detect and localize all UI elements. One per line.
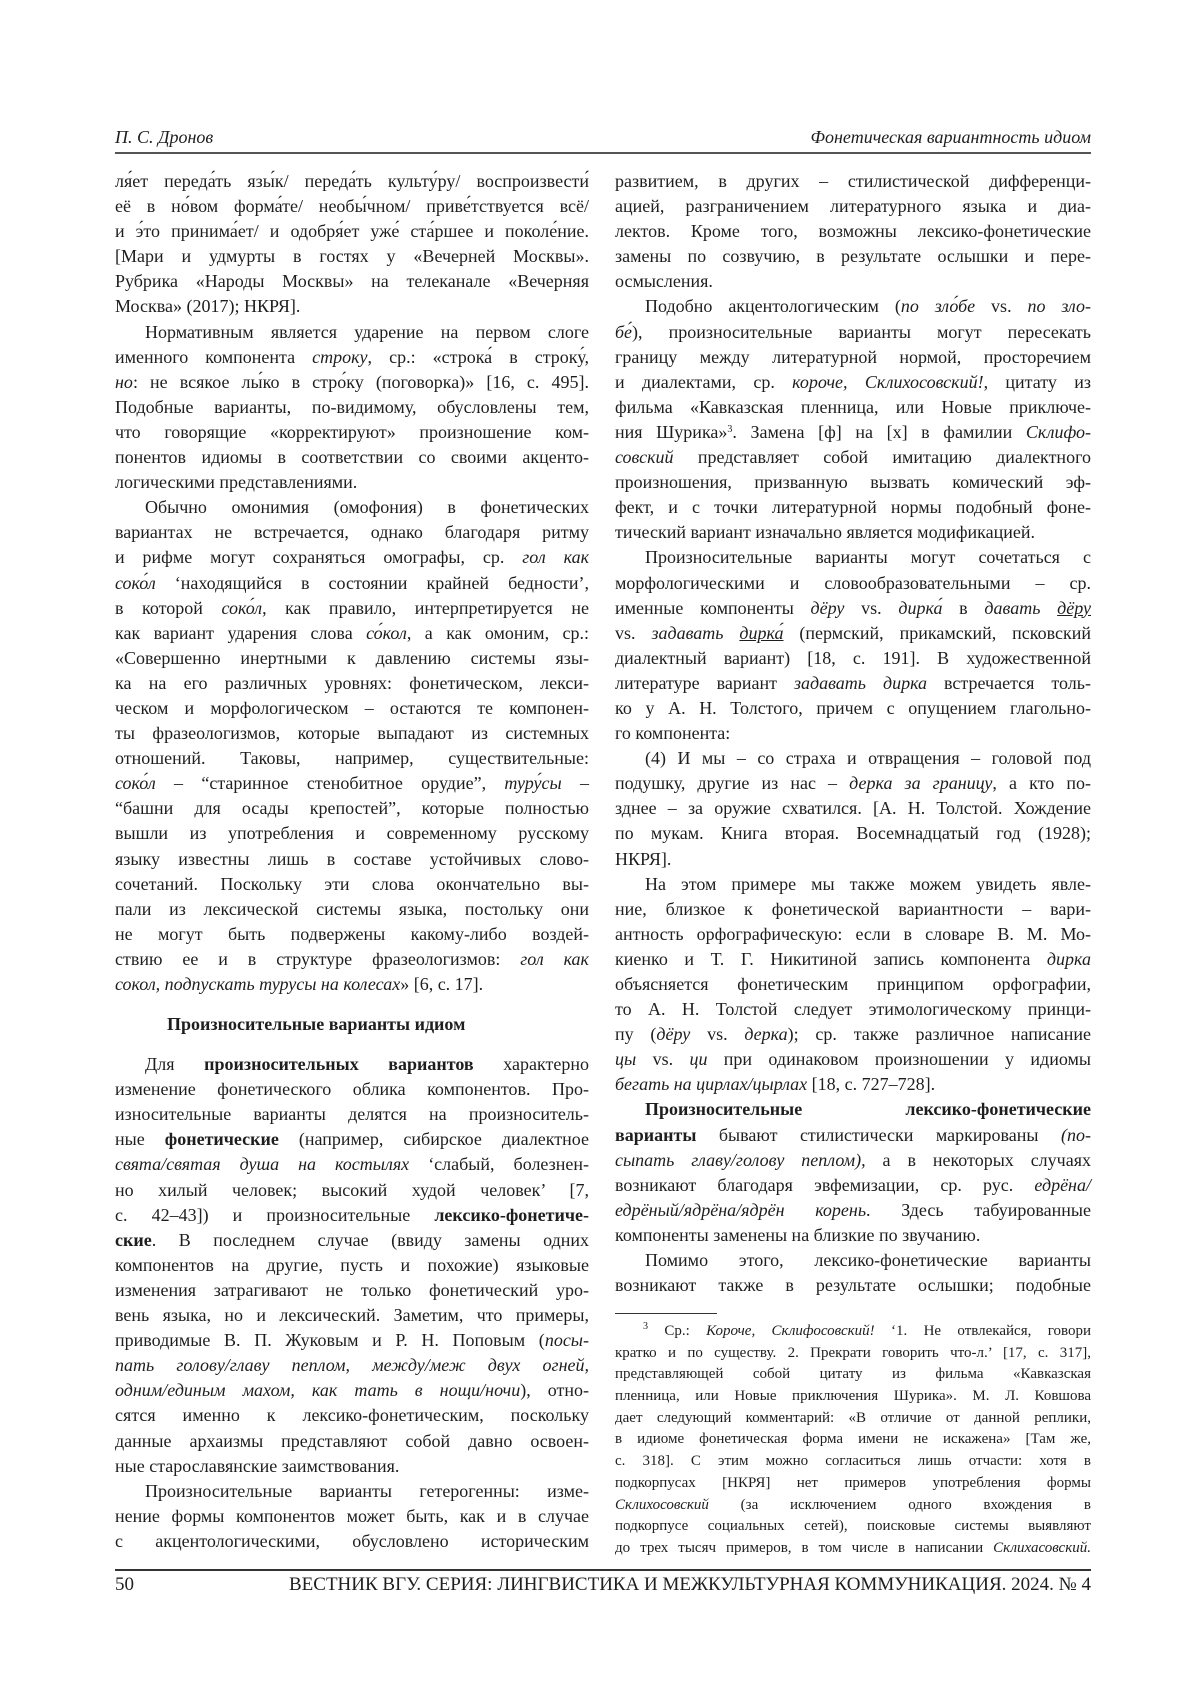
text-run: зднее – за оружие схватился. [А. Н. Толстой. Хождение bbox=[615, 798, 1091, 819]
text-line bbox=[615, 1123, 1091, 1148]
text-run: : не всякое лы́ко в стро́ку (поговорка)» [16, с. 495]. bbox=[132, 371, 589, 392]
text-run: ные старославянские заимствования. bbox=[115, 1455, 400, 1476]
text-run: вень языка, но и лексический. Заметим, что примеры, bbox=[115, 1305, 589, 1326]
text-line bbox=[615, 1198, 1091, 1223]
text-run: пу ( bbox=[615, 1024, 657, 1045]
text-run: вышли из употребления и современному русскому bbox=[115, 823, 589, 844]
text-run: vs. bbox=[615, 622, 652, 643]
text-run: ствию ее и в структуре фразеологизмов: bbox=[115, 948, 521, 969]
text-run: возникают также в результате ослышки; подобные bbox=[615, 1275, 1091, 1296]
text-line bbox=[115, 1253, 589, 1278]
italic-text: строку bbox=[312, 346, 368, 367]
text-line bbox=[615, 1451, 1091, 1473]
text-run: подкорпусе социальных сетей), поисковые системы выявляют bbox=[615, 1518, 1091, 1535]
text-run: по мукам. Книга вторая. Восемнадцатый год (1928); bbox=[615, 823, 1091, 844]
running-header-title: Фонетическая вариантность идиом bbox=[810, 127, 1091, 147]
footnote-marker: 3 bbox=[643, 1321, 648, 1332]
text-run: изменение фонетического облика компонентов. Про- bbox=[115, 1079, 589, 1100]
text-line bbox=[615, 1273, 1091, 1298]
text-run: в которой bbox=[115, 597, 222, 618]
text-run: представляет собой имитацию диалектного bbox=[673, 447, 1091, 468]
italic-text: (по- bbox=[1061, 1124, 1091, 1145]
footnote-divider bbox=[615, 1313, 717, 1314]
text-run: бывают стилистически маркированы bbox=[696, 1124, 1061, 1145]
italic-text: свята/святая душа на костылях bbox=[115, 1154, 410, 1175]
text-run: что говорящие «корректируют» произношение ком- bbox=[115, 421, 589, 442]
text-line bbox=[115, 771, 589, 796]
text-run: (за исключением одного вхождения в bbox=[708, 1496, 1091, 1513]
italic-text: дерка за границу bbox=[849, 773, 993, 794]
italic-text: со́кол bbox=[366, 622, 407, 643]
italic-text: сокол, подпускать турусы на колесах bbox=[115, 974, 401, 994]
text-run: фект, и с точки литературной нормы подобный фоне- bbox=[615, 497, 1091, 518]
text-line bbox=[615, 1343, 1091, 1365]
italic-text: бегать на цирлах/цырлах bbox=[615, 1074, 808, 1095]
text-run: vs. bbox=[636, 1049, 690, 1070]
text-run: ние, близкое к фонетической вариантности – вари- bbox=[615, 898, 1091, 919]
text-line bbox=[115, 370, 589, 395]
text-line bbox=[115, 294, 589, 319]
text-run: НКРЯ]. bbox=[615, 848, 672, 869]
underlined-italic-text: дёру bbox=[1057, 597, 1091, 618]
text-run: . Замена [ф] на [х] в фамилии bbox=[732, 421, 1026, 442]
text-line bbox=[115, 696, 589, 721]
text-line bbox=[115, 219, 589, 244]
text-line bbox=[615, 420, 1091, 445]
text-line bbox=[615, 596, 1091, 621]
text-line bbox=[115, 1529, 589, 1554]
text-line bbox=[115, 445, 589, 470]
text-run: то А. Н. Толстой следует этимологическому принци- bbox=[615, 999, 1091, 1020]
text-run: а в некоторых случаях bbox=[865, 1149, 1091, 1170]
text-line bbox=[615, 1408, 1091, 1430]
text-run: ко у А. Н. Толстого, причем с опущением глагольно- bbox=[615, 697, 1091, 718]
text-run: понентов идиомы в соответствии со своими акценто- bbox=[115, 447, 589, 468]
text-line bbox=[615, 395, 1091, 420]
italic-text: Склихосовский bbox=[615, 1496, 709, 1513]
right-column bbox=[615, 169, 1091, 1298]
bold-text: произносительных вариантов bbox=[204, 1054, 474, 1075]
text-run: подушку, другие из нас – bbox=[615, 773, 850, 794]
text-run: компонентов на другие, пусть и похожие) языковые bbox=[115, 1254, 589, 1275]
journal-title: ВЕСТНИК ВГУ. СЕРИЯ: ЛИНГВИСТИКА И МЕЖКУЛЬТУРНАЯ КОММУНИКАЦИЯ. 2024. № 4 bbox=[289, 1574, 1091, 1595]
text-line bbox=[615, 520, 1091, 545]
italic-text: задавать дирка bbox=[793, 672, 928, 693]
italic-text: соко́л bbox=[221, 597, 263, 618]
text-line bbox=[115, 721, 589, 746]
text-line bbox=[115, 1052, 589, 1077]
text-line bbox=[615, 847, 1091, 872]
text-line bbox=[615, 1022, 1091, 1047]
text-run: литературе вариант bbox=[615, 672, 794, 693]
text-line bbox=[615, 169, 1091, 194]
text-line bbox=[115, 1178, 589, 1203]
text-run: , цитату из bbox=[983, 371, 1091, 392]
italic-text: но bbox=[115, 371, 133, 392]
text-line bbox=[115, 922, 589, 947]
text-run: ческом и морфологическом – остаются те компонен- bbox=[115, 697, 589, 718]
text-line bbox=[615, 1495, 1091, 1517]
text-line bbox=[615, 320, 1091, 345]
text-run: Произносительные варианты гетерогенны: изме- bbox=[145, 1480, 589, 1501]
text-run: Рубрика «Народы Москвы» на телеканале «Вечерняя bbox=[115, 271, 589, 292]
text-run: ка на его различных уровнях: фонетическом, лекси- bbox=[115, 672, 589, 693]
text-run: киенко и Т. Г. Никитиной запись компонента bbox=[615, 948, 1047, 969]
italic-text: дёру bbox=[656, 1024, 691, 1045]
text-line bbox=[615, 696, 1091, 721]
header-divider bbox=[115, 152, 1091, 154]
text-run: ), произносительные варианты могут пересекать bbox=[632, 321, 1091, 342]
text-line bbox=[115, 545, 589, 570]
text-line bbox=[115, 345, 589, 370]
text-run: именные компоненты bbox=[615, 597, 811, 618]
text-line bbox=[115, 1454, 589, 1479]
text-run: приводимые В. П. Жуковым и Р. Н. Поповым ( bbox=[115, 1330, 545, 1351]
text-run: замены по созвучию, в результате ослышки и пере- bbox=[615, 246, 1091, 267]
text-run: представляющей собой цитату из фильма «Кавказская bbox=[615, 1366, 1091, 1383]
text-line bbox=[115, 746, 589, 771]
italic-text: соко́л bbox=[115, 572, 156, 593]
italic-text: едрёный/ядрёна/ядрён корень bbox=[615, 1199, 867, 1220]
right-text bbox=[615, 169, 1091, 1298]
text-run: Произносительные варианты могут сочетаться с bbox=[645, 547, 1091, 568]
text-line bbox=[615, 646, 1091, 671]
text-run: данные архаизмы представляют собой давно освоен- bbox=[115, 1430, 589, 1451]
text-run: как вариант ударения слова bbox=[115, 622, 367, 643]
text-run: пали из лексической системы языка, постольку они bbox=[115, 898, 589, 919]
italic-text: совский bbox=[615, 447, 674, 468]
text-line bbox=[615, 269, 1091, 294]
text-run: ля́ет переда́ть язы́к/ переда́ть культу́ру/ воспроизвести́ bbox=[115, 171, 589, 191]
text-line bbox=[115, 1403, 589, 1428]
text-run: антность орфографическую: если в словаре В. М. Мо- bbox=[615, 923, 1091, 944]
italic-text: одним/единым махом, как тать в нощи/ночи bbox=[115, 1380, 521, 1401]
text-line bbox=[115, 495, 589, 520]
text-run: но хилый человек; высокий худой человек’ [7, bbox=[115, 1179, 589, 1200]
text-line bbox=[115, 269, 589, 294]
text-run: фильма «Кавказская пленница, или Новые приключе- bbox=[615, 396, 1091, 417]
text-line bbox=[615, 922, 1091, 947]
footnote-text bbox=[615, 1321, 1091, 1560]
footer-divider bbox=[115, 1569, 1091, 1571]
text-line bbox=[115, 872, 589, 897]
running-header-author: П. С. Дронов bbox=[115, 127, 214, 147]
text-run: дает следующий комментарий: «В отличие от данной реплики, bbox=[615, 1409, 1091, 1426]
text-line bbox=[615, 470, 1091, 495]
text-line bbox=[115, 520, 589, 545]
text-run: износительные варианты делятся на произноситель- bbox=[115, 1104, 589, 1125]
text-run: и рифме могут сохраняться омографы, ср. bbox=[115, 547, 523, 568]
text-run: до трех тысяч примеров, в том числе в написании bbox=[615, 1539, 994, 1556]
text-run: осмысления. bbox=[615, 271, 713, 292]
text-line bbox=[615, 445, 1091, 470]
text-run: в bbox=[942, 597, 985, 618]
text-line bbox=[115, 169, 589, 194]
text-line bbox=[615, 821, 1091, 846]
text-run: Подобные варианты, по-видимому, обусловлены тем, bbox=[115, 396, 589, 417]
text-run: ацией, разграничением литературного языка и диа- bbox=[615, 196, 1091, 217]
italic-text: пать голову/главу пеплом, между/меж двух огней, bbox=[115, 1355, 589, 1376]
text-run: компоненты заменены на близкие по звучанию. bbox=[615, 1224, 981, 1245]
text-run: [18, с. 727–728]. bbox=[807, 1074, 936, 1095]
text-line bbox=[115, 897, 589, 922]
text-line bbox=[615, 345, 1091, 370]
text-line bbox=[615, 897, 1091, 922]
text-run: характерно bbox=[473, 1054, 589, 1075]
italic-text: гол как bbox=[520, 948, 589, 969]
text-run: сочетаний. Поскольку эти слова окончательно вы- bbox=[115, 873, 589, 894]
text-run: с. 42–43]) и произносительные bbox=[115, 1204, 435, 1225]
italic-text: давать bbox=[984, 597, 1058, 618]
text-run: и э́то принима́ет/ и одобря́ет уже́ ста́ршее и поколе́ние. bbox=[115, 221, 589, 242]
italic-text: цы bbox=[615, 1049, 637, 1070]
italic-text: по зло- bbox=[1027, 296, 1091, 317]
text-line bbox=[615, 244, 1091, 269]
text-run: (например, сибирское диалектное bbox=[278, 1129, 590, 1150]
text-line bbox=[115, 621, 589, 646]
text-line bbox=[115, 646, 589, 671]
text-line bbox=[115, 395, 589, 420]
italic-text: Склихасовский. bbox=[993, 1539, 1091, 1556]
bold-text: варианты bbox=[615, 1124, 697, 1145]
text-line bbox=[615, 1473, 1091, 1495]
text-run: , а как омоним, ср.: bbox=[406, 622, 589, 643]
text-line bbox=[615, 796, 1091, 821]
text-run: ‘находящийся в состоянии крайней бедности’, bbox=[155, 572, 589, 593]
text-run: Обычно омонимия (омофония) в фонетических bbox=[145, 497, 589, 518]
text-line bbox=[615, 571, 1091, 596]
text-run: «Совершенно инертными к давлению системы язы- bbox=[115, 647, 589, 668]
italic-text: сыпать главу/голову пеплом), bbox=[615, 1149, 866, 1170]
text-line bbox=[615, 370, 1091, 395]
italic-text: посы- bbox=[544, 1330, 589, 1351]
left-text-before-heading bbox=[115, 169, 589, 997]
italic-text: дёру bbox=[810, 597, 845, 618]
italic-text: Короче, Склифосовский! bbox=[706, 1323, 875, 1339]
text-line bbox=[115, 194, 589, 219]
text-line bbox=[115, 821, 589, 846]
text-line bbox=[615, 1364, 1091, 1386]
text-run: в идиоме фонетическая форма имени не искажена» [Там же, bbox=[615, 1431, 1091, 1448]
text-line bbox=[115, 947, 589, 972]
text-line bbox=[615, 294, 1091, 319]
text-line bbox=[615, 872, 1091, 897]
text-line bbox=[115, 1102, 589, 1127]
text-line bbox=[115, 244, 589, 269]
left-column bbox=[115, 169, 589, 1554]
text-run: vs. bbox=[844, 597, 899, 618]
text-line bbox=[615, 1321, 1091, 1343]
text-run: её в но́вом форма́те/ необы́чном/ приве́тствуется всё/ bbox=[115, 196, 589, 217]
section-heading: Произносительные варианты идиом bbox=[167, 1014, 466, 1035]
text-line bbox=[615, 1047, 1091, 1072]
text-run: Москва» (2017); НКРЯ]. bbox=[115, 296, 301, 317]
text-run: логическими представлениями. bbox=[115, 472, 358, 493]
text-run: го компонента: bbox=[615, 723, 731, 744]
text-line bbox=[615, 1386, 1091, 1408]
text-run: с. 318]. С этим можно согласиться лишь отчасти: хотя в bbox=[615, 1453, 1091, 1470]
text-run: отношений. Таковы, например, существительные: bbox=[115, 748, 589, 769]
italic-text: короче, Склихосовский! bbox=[792, 371, 984, 392]
text-run: , ср.: «строка́ в строку́, bbox=[367, 346, 589, 367]
text-run: » [6, с. 17]. bbox=[400, 974, 484, 994]
text-line bbox=[615, 771, 1091, 796]
text-run: кратко и по существу. 2. Прекрати говорить что-л.’ [17, с. 317], bbox=[615, 1344, 1091, 1361]
text-line bbox=[615, 1516, 1091, 1538]
text-run: vs. bbox=[975, 296, 1028, 317]
text-line bbox=[115, 847, 589, 872]
text-line bbox=[115, 420, 589, 445]
text-run: вариантах не встречается, однако благодаря ритму bbox=[115, 522, 589, 543]
text-run: сятся именно к лексико-фонетическим, поскольку bbox=[115, 1405, 589, 1426]
text-run: произношения, призванную вызвать комический эф- bbox=[615, 472, 1091, 493]
text-run: возникают благодаря эвфемизации, ср. рус. bbox=[615, 1174, 1035, 1195]
text-run: “башни для осады крепостей”, которые полностью bbox=[115, 798, 589, 819]
text-run: нение формы компонентов может быть, как и в случае bbox=[115, 1505, 589, 1526]
italic-text: Склифо- bbox=[1025, 421, 1091, 442]
text-run: подкорпусах [НКРЯ] нет примеров употребления формы bbox=[615, 1474, 1091, 1491]
text-line bbox=[615, 997, 1091, 1022]
text-line bbox=[615, 721, 1091, 746]
text-run: ты фразеологизмов, которые выпадают из системных bbox=[115, 723, 589, 744]
text-line bbox=[115, 1203, 589, 1228]
text-line bbox=[615, 1223, 1091, 1248]
text-line bbox=[615, 1173, 1091, 1198]
text-run: ); ср. также различное написание bbox=[787, 1024, 1091, 1045]
text-run: – “старинное стенобитное орудие”, bbox=[155, 773, 505, 794]
text-line bbox=[115, 1303, 589, 1328]
text-line bbox=[115, 596, 589, 621]
text-run: именного компонента bbox=[115, 346, 313, 367]
text-run: На этом примере мы также можем увидеть явле- bbox=[645, 873, 1091, 894]
italic-text: туру́сы bbox=[504, 773, 562, 794]
text-run: при одинаковом произношении у идиомы bbox=[707, 1049, 1091, 1070]
italic-text: соко́л bbox=[115, 773, 156, 794]
italic-text: по зло́бе bbox=[900, 296, 976, 317]
text-line bbox=[615, 495, 1091, 520]
text-line bbox=[115, 1278, 589, 1303]
text-run: пленница, или Новые приключения Шурика». М. Л. Ковшова bbox=[615, 1388, 1091, 1405]
text-line bbox=[615, 1248, 1091, 1273]
bold-text: Произносительные лексико-фонетические bbox=[645, 1099, 1091, 1120]
text-run: границу между литературной нормой, просторечием bbox=[615, 346, 1091, 367]
text-run: , а кто по- bbox=[992, 773, 1091, 794]
footnote-marker: 3 bbox=[727, 423, 733, 435]
text-run: тический вариант изначально является модификацией. bbox=[615, 522, 1035, 543]
text-run: (пермский, прикамский, псковский bbox=[783, 622, 1091, 643]
text-line bbox=[615, 1097, 1091, 1122]
text-line bbox=[115, 1429, 589, 1454]
text-run: ), отно- bbox=[520, 1380, 589, 1401]
text-line bbox=[115, 470, 589, 495]
bold-text: ские bbox=[115, 1229, 152, 1250]
text-run: и диалектами, ср. bbox=[615, 371, 793, 392]
italic-text: гол как bbox=[522, 547, 589, 568]
italic-text: дирка́ bbox=[898, 597, 943, 618]
text-run: не могут быть подвержены какому-либо воздей- bbox=[115, 923, 589, 944]
text-run: (4) И мы – со страха и отвращения – головой под bbox=[645, 748, 1091, 769]
text-run: . В последнем случае (ввиду замены одних bbox=[151, 1229, 589, 1250]
text-run: [Мари и удмурты в гостях у «Вечерней Москвы». bbox=[115, 246, 589, 267]
left-text-after-heading bbox=[115, 1052, 589, 1554]
footnote bbox=[615, 1321, 1091, 1560]
text-run: ‘слабый, болезнен- bbox=[409, 1154, 590, 1175]
text-run: Помимо этого, лексико-фонетические варианты bbox=[645, 1250, 1091, 1271]
text-run: встречается толь- bbox=[927, 672, 1091, 693]
text-line bbox=[615, 972, 1091, 997]
text-line bbox=[115, 1353, 589, 1378]
text-line bbox=[115, 1152, 589, 1177]
text-line bbox=[615, 1072, 1091, 1097]
italic-text: дирка bbox=[1046, 948, 1091, 969]
text-run: Ср.: bbox=[648, 1323, 707, 1339]
bold-text: фонетические bbox=[164, 1129, 279, 1150]
text-run: ные bbox=[115, 1129, 165, 1150]
text-run: изменения затрагивают не только фонетический уро- bbox=[115, 1279, 589, 1300]
text-run: vs. bbox=[690, 1024, 745, 1045]
italic-text: задавать bbox=[651, 622, 740, 643]
text-line bbox=[115, 1504, 589, 1529]
text-line bbox=[615, 1429, 1091, 1451]
bold-text: лексико-фонетиче- bbox=[434, 1204, 589, 1225]
text-run: развитием, в других – стилистической дифференци- bbox=[615, 171, 1091, 191]
text-line bbox=[615, 671, 1091, 696]
text-line bbox=[115, 1077, 589, 1102]
text-run: , как правило, интерпретируется не bbox=[262, 597, 589, 618]
text-line bbox=[115, 796, 589, 821]
text-line bbox=[615, 545, 1091, 570]
text-line bbox=[615, 1538, 1091, 1560]
text-line bbox=[615, 947, 1091, 972]
italic-text: дерка bbox=[744, 1024, 788, 1045]
text-line bbox=[115, 571, 589, 596]
text-run: Для bbox=[145, 1054, 205, 1075]
page-number: 50 bbox=[115, 1574, 134, 1595]
text-line bbox=[115, 1328, 589, 1353]
italic-text: бе́ bbox=[615, 321, 633, 342]
italic-text: едрёна/ bbox=[1034, 1174, 1091, 1195]
text-run: морфологическими и словообразовательными – ср. bbox=[615, 572, 1091, 593]
text-run: – bbox=[561, 773, 589, 794]
text-line bbox=[115, 1378, 589, 1403]
text-run: диалектный вариант) [18, с. 191]. В художественной bbox=[615, 647, 1091, 668]
text-line bbox=[615, 1148, 1091, 1173]
text-line bbox=[615, 194, 1091, 219]
text-line bbox=[615, 621, 1091, 646]
text-run: лектов. Кроме того, возможны лексико-фонетические bbox=[615, 221, 1091, 242]
text-line bbox=[115, 320, 589, 345]
text-run: Подобно акцентологическим ( bbox=[645, 296, 901, 317]
text-run: языку известны лишь в составе устойчивых слово- bbox=[115, 848, 589, 869]
text-line bbox=[115, 1228, 589, 1253]
text-run: ния Шурика» bbox=[615, 421, 728, 442]
text-line bbox=[115, 1479, 589, 1504]
text-run: ‘1. Не отвлекайся, говори bbox=[874, 1323, 1091, 1339]
underlined-italic-text: дирка́ bbox=[739, 622, 784, 643]
text-line bbox=[115, 972, 589, 997]
text-run: Нормативным является ударение на первом слоге bbox=[145, 321, 589, 342]
text-run: объясняется фонетическим принципом орфографии, bbox=[615, 974, 1091, 994]
text-line bbox=[615, 746, 1091, 771]
text-line bbox=[615, 219, 1091, 244]
text-line bbox=[115, 1127, 589, 1152]
text-run: . Здесь табуированные bbox=[866, 1199, 1091, 1220]
text-run: с акцентологическими, обусловлено историческим bbox=[115, 1530, 589, 1551]
italic-text: ци bbox=[689, 1049, 708, 1070]
text-line bbox=[115, 671, 589, 696]
